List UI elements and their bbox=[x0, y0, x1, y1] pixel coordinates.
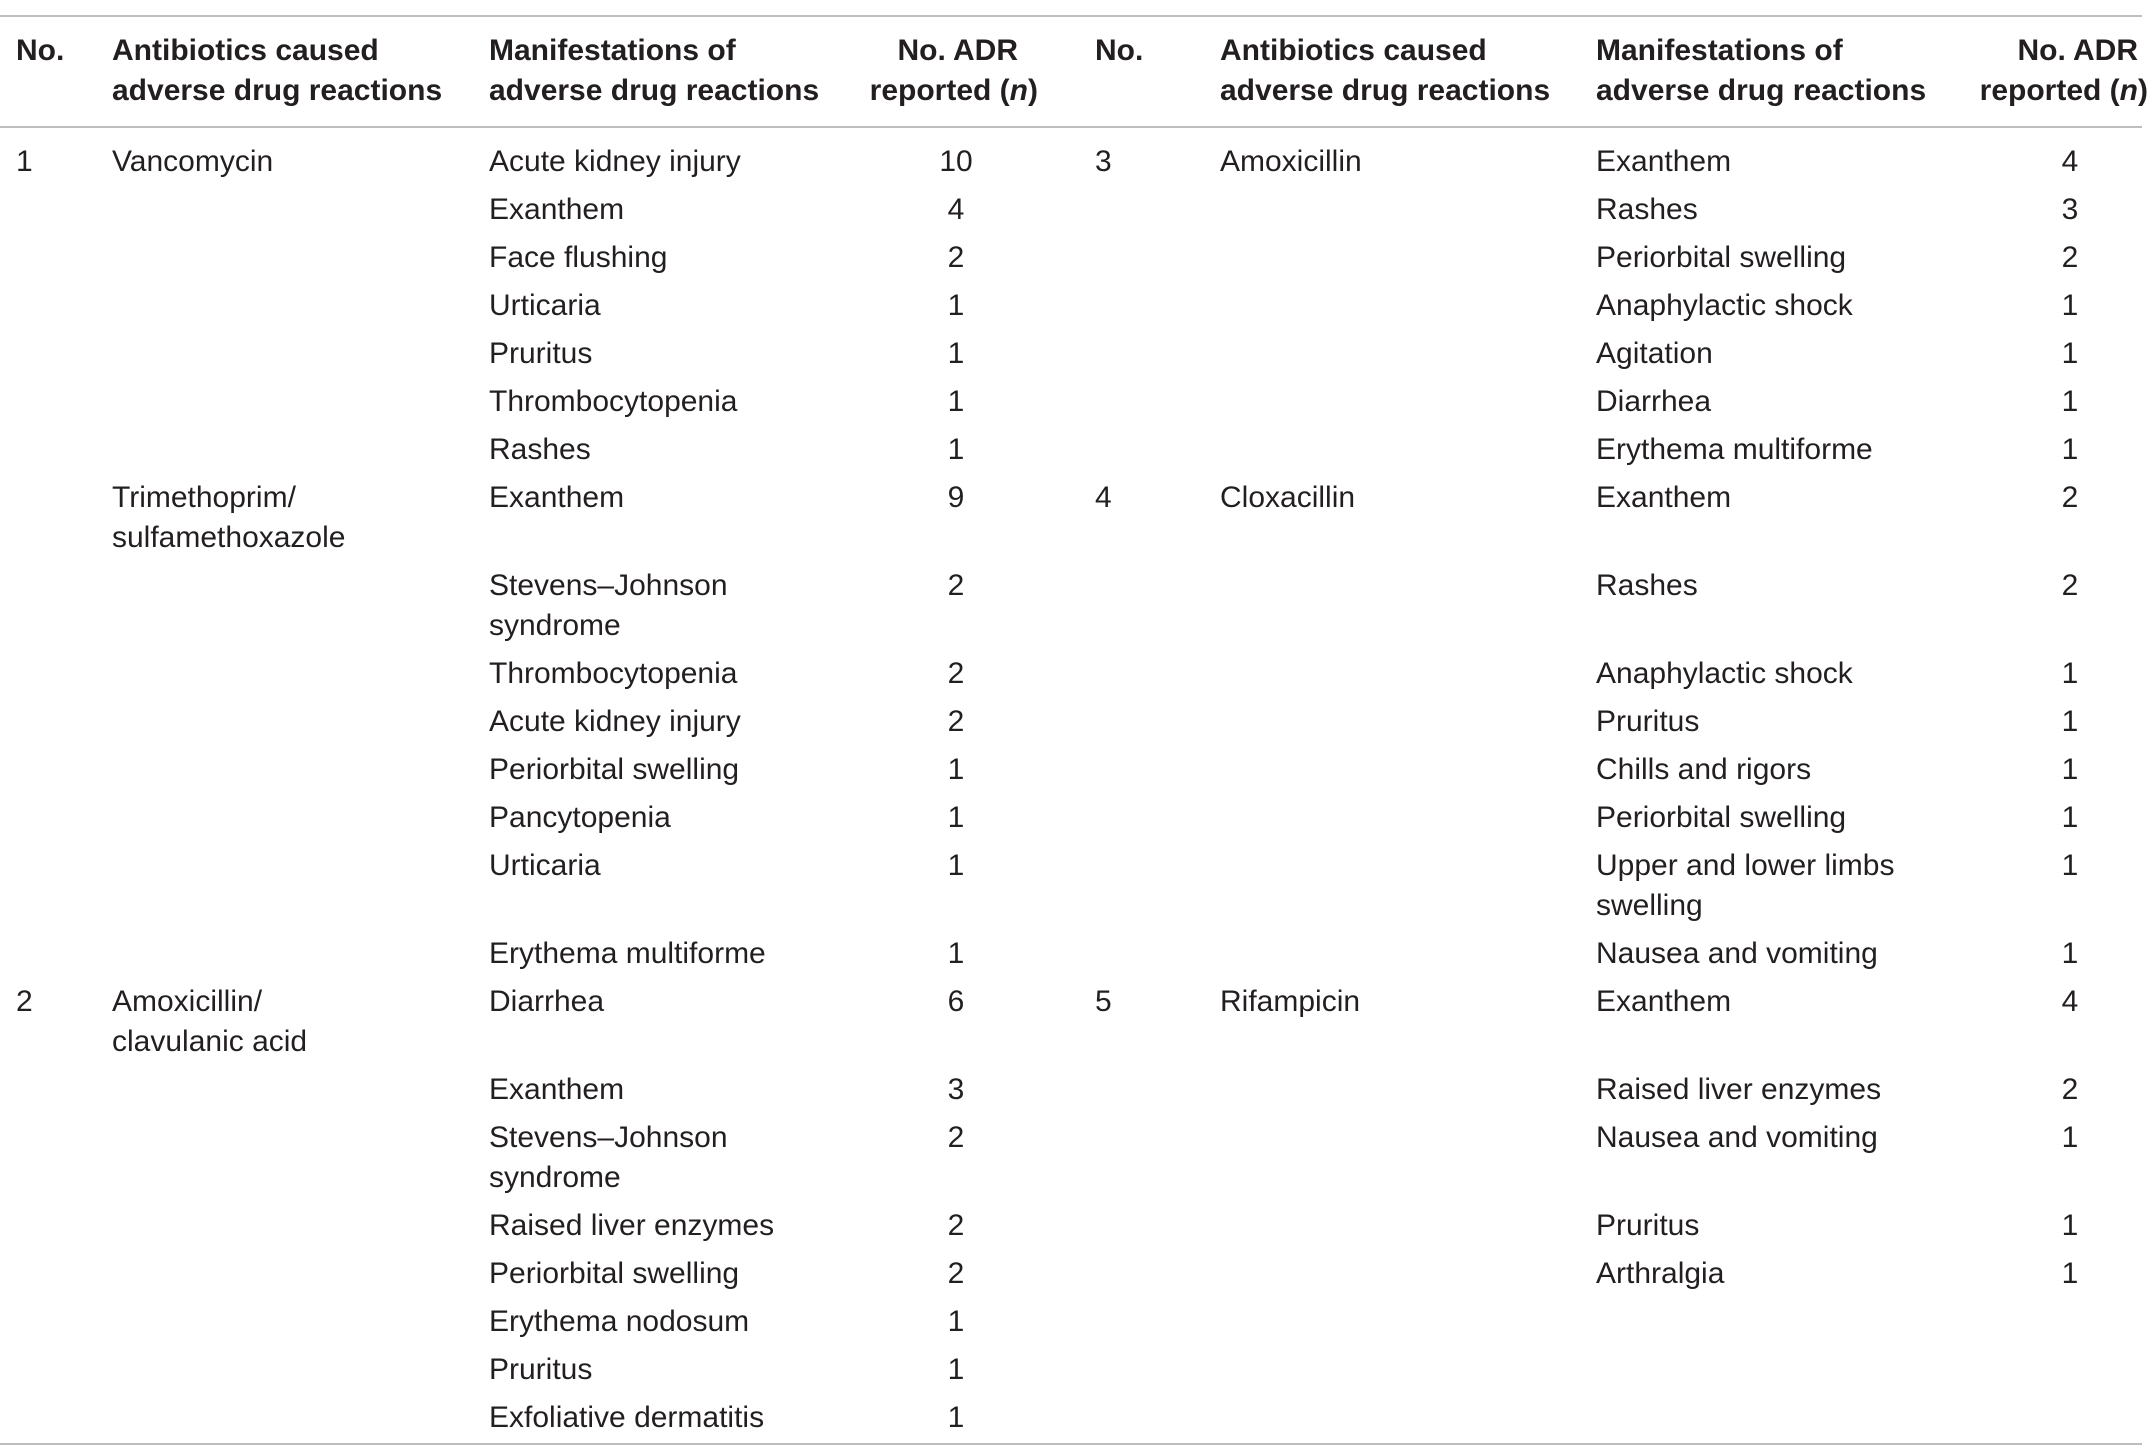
adr-count: 1 bbox=[2061, 1209, 2079, 1242]
adr-count: 1 bbox=[947, 1305, 965, 1338]
adr-count: 1 bbox=[947, 937, 965, 970]
manifestation: Exfoliative dermatitis bbox=[489, 1401, 765, 1434]
manifestation: Diarrhea bbox=[1596, 385, 1712, 418]
bottom-rule bbox=[0, 1443, 2142, 1445]
adr-count: 1 bbox=[947, 753, 965, 786]
manifestation: Arthralgia bbox=[1596, 1257, 1725, 1290]
adr-count: 1 bbox=[2061, 753, 2079, 786]
manifestation: Acute kidney injury bbox=[489, 705, 741, 738]
manifestation: Agitation bbox=[1596, 337, 1713, 370]
adr-count: 1 bbox=[947, 1353, 965, 1386]
adr-count: 1 bbox=[947, 289, 965, 322]
manifestation: Periorbital swelling bbox=[489, 1257, 740, 1290]
antibiotic-name: Cloxacillin bbox=[1220, 481, 1356, 514]
row-number: 5 bbox=[1095, 985, 1112, 1018]
adr-count: 3 bbox=[2061, 193, 2079, 226]
header-manifestation-left-line1: Manifestations of bbox=[489, 34, 736, 67]
adr-count: 2 bbox=[947, 1257, 965, 1290]
adr-count: 2 bbox=[947, 1209, 965, 1242]
manifestation: Rashes bbox=[1596, 193, 1698, 226]
manifestation: Stevens–Johnson bbox=[489, 569, 728, 602]
adr-count: 4 bbox=[947, 193, 965, 226]
adr-count: 2 bbox=[2061, 1073, 2079, 1106]
adr-count: 1 bbox=[947, 801, 965, 834]
header-antibiotic-left-line1: Antibiotics caused bbox=[112, 34, 379, 67]
antibiotic-name: Amoxicillin/ bbox=[112, 985, 263, 1018]
top-rule bbox=[0, 15, 2142, 17]
adr-count: 1 bbox=[947, 1401, 965, 1434]
adr-count: 1 bbox=[947, 385, 965, 418]
adr-count: 1 bbox=[2061, 433, 2079, 466]
antibiotic-name: Amoxicillin bbox=[1220, 145, 1362, 178]
adr-count: 2 bbox=[947, 705, 965, 738]
manifestation: Erythema multiforme bbox=[489, 937, 766, 970]
adr-count: 10 bbox=[939, 145, 973, 178]
adr-count: 1 bbox=[2061, 937, 2079, 970]
adr-count: 1 bbox=[2061, 385, 2079, 418]
adr-count: 4 bbox=[2061, 145, 2079, 178]
manifestation: Erythema multiforme bbox=[1596, 433, 1873, 466]
manifestation: Erythema nodosum bbox=[489, 1305, 750, 1338]
manifestation: Stevens–Johnson bbox=[489, 1121, 728, 1154]
antibiotic-name: Vancomycin bbox=[112, 145, 274, 178]
adr-count: 9 bbox=[947, 481, 965, 514]
antibiotic-name: Trimethoprim/ bbox=[112, 481, 296, 514]
header-rule bbox=[0, 126, 2142, 128]
manifestation: Raised liver enzymes bbox=[1596, 1073, 1882, 1106]
row-number: 2 bbox=[16, 985, 33, 1018]
adr-count: 2 bbox=[2061, 241, 2079, 274]
manifestation: Nausea and vomiting bbox=[1596, 1121, 1878, 1154]
manifestation: Diarrhea bbox=[489, 985, 605, 1018]
manifestation: Exanthem bbox=[1596, 985, 1732, 1018]
adr-count: 1 bbox=[947, 849, 965, 882]
adr-count: 1 bbox=[2061, 801, 2079, 834]
manifestation: Exanthem bbox=[489, 193, 625, 226]
adr-count: 1 bbox=[2061, 657, 2079, 690]
adr-count: 1 bbox=[2061, 337, 2079, 370]
manifestation: Chills and rigors bbox=[1596, 753, 1812, 786]
row-number: 3 bbox=[1095, 145, 1112, 178]
manifestation: Exanthem bbox=[1596, 481, 1732, 514]
manifestation: syndrome bbox=[489, 609, 621, 642]
manifestation: Rashes bbox=[1596, 569, 1698, 602]
manifestation: Anaphylactic shock bbox=[1596, 657, 1853, 690]
adr-count: 3 bbox=[947, 1073, 965, 1106]
header-no-right: No. bbox=[1095, 34, 1144, 67]
header-no-left: No. bbox=[16, 34, 65, 67]
adr-count: 1 bbox=[2061, 1121, 2079, 1154]
manifestation: Anaphylactic shock bbox=[1596, 289, 1853, 322]
manifestation: Exanthem bbox=[489, 1073, 625, 1106]
manifestation: Periorbital swelling bbox=[489, 753, 740, 786]
manifestation: syndrome bbox=[489, 1161, 621, 1194]
adr-count: 4 bbox=[2061, 985, 2079, 1018]
manifestation: Pruritus bbox=[1596, 1209, 1700, 1242]
adr-count: 2 bbox=[947, 1121, 965, 1154]
adr-count: 2 bbox=[947, 569, 965, 602]
manifestation: Urticaria bbox=[489, 849, 601, 882]
header-count-right-line1: No. ADR bbox=[2017, 34, 2138, 67]
manifestation: Exanthem bbox=[489, 481, 625, 514]
manifestation: Exanthem bbox=[1596, 145, 1732, 178]
manifestation: Pancytopenia bbox=[489, 801, 671, 834]
manifestation: Pruritus bbox=[489, 337, 593, 370]
adr-count: 1 bbox=[947, 433, 965, 466]
manifestation: Periorbital swelling bbox=[1596, 241, 1847, 274]
adr-count: 2 bbox=[2061, 569, 2079, 602]
adr-count: 2 bbox=[2061, 481, 2079, 514]
header-manifestation-right-line2: adverse drug reactions bbox=[1596, 74, 1927, 107]
manifestation: Urticaria bbox=[489, 289, 601, 322]
adr-count: 2 bbox=[947, 241, 965, 274]
header-count-right-line2: reported (n) bbox=[1979, 74, 2148, 107]
antibiotic-name: sulfamethoxazole bbox=[112, 521, 346, 554]
manifestation: swelling bbox=[1596, 889, 1703, 922]
manifestation: Pruritus bbox=[1596, 705, 1700, 738]
row-number: 4 bbox=[1095, 481, 1112, 514]
manifestation: Acute kidney injury bbox=[489, 145, 741, 178]
adr-count: 2 bbox=[947, 657, 965, 690]
manifestation: Thrombocytopenia bbox=[489, 657, 738, 690]
header-antibiotic-right-line1: Antibiotics caused bbox=[1220, 34, 1487, 67]
manifestation: Thrombocytopenia bbox=[489, 385, 738, 418]
manifestation: Raised liver enzymes bbox=[489, 1209, 775, 1242]
adr-count: 1 bbox=[2061, 705, 2079, 738]
row-number: 1 bbox=[16, 145, 33, 178]
antibiotic-name: Rifampicin bbox=[1220, 985, 1361, 1018]
header-manifestation-right-line1: Manifestations of bbox=[1596, 34, 1843, 67]
adr-count: 1 bbox=[2061, 289, 2079, 322]
manifestation: Rashes bbox=[489, 433, 591, 466]
manifestation: Face flushing bbox=[489, 241, 668, 274]
adr-count: 6 bbox=[947, 985, 965, 1018]
manifestation: Pruritus bbox=[489, 1353, 593, 1386]
adr-count: 1 bbox=[2061, 849, 2079, 882]
adr-count: 1 bbox=[947, 337, 965, 370]
header-manifestation-left-line2: adverse drug reactions bbox=[489, 74, 820, 107]
header-antibiotic-right-line2: adverse drug reactions bbox=[1220, 74, 1551, 107]
adr-count: 1 bbox=[2061, 1257, 2079, 1290]
antibiotic-name: clavulanic acid bbox=[112, 1025, 308, 1058]
manifestation: Upper and lower limbs bbox=[1596, 849, 1895, 882]
header-count-left-line2: reported (n) bbox=[869, 74, 1038, 107]
manifestation: Nausea and vomiting bbox=[1596, 937, 1878, 970]
header-count-left-line1: No. ADR bbox=[897, 34, 1018, 67]
header-antibiotic-left-line2: adverse drug reactions bbox=[112, 74, 443, 107]
manifestation: Periorbital swelling bbox=[1596, 801, 1847, 834]
